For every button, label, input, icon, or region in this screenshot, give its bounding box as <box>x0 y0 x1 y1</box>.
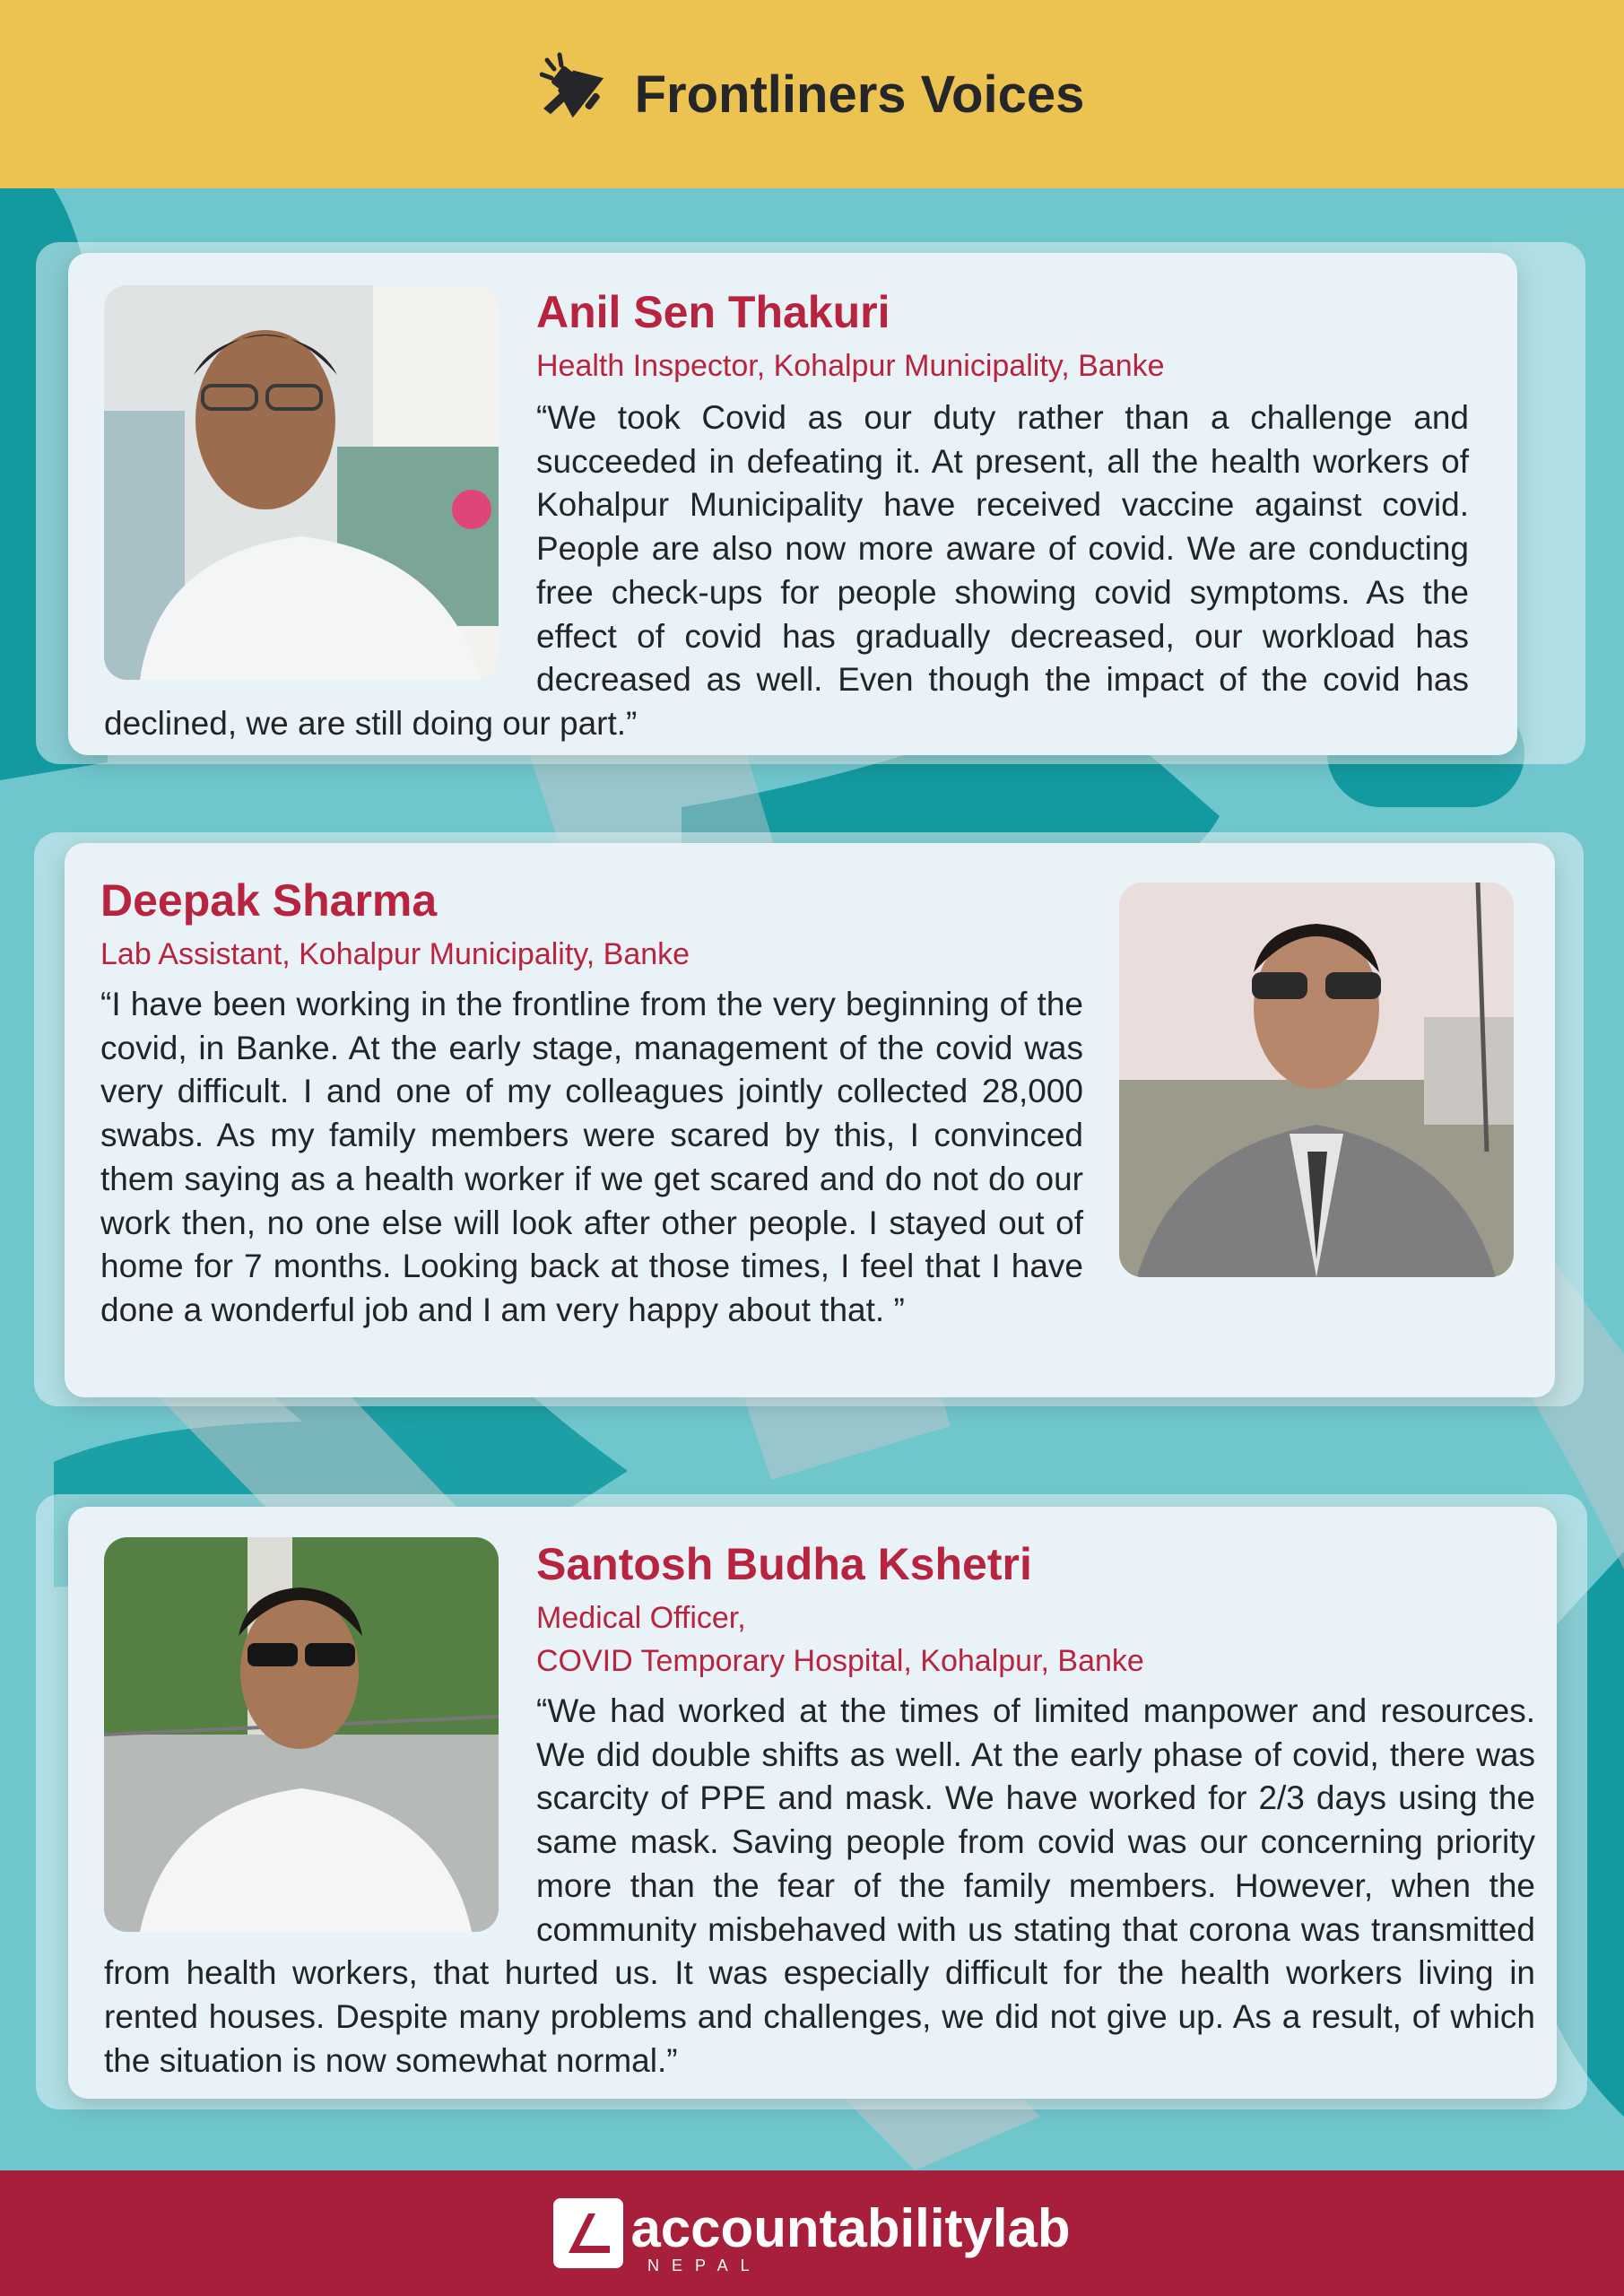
photo-santosh-budha-kshetri <box>104 1537 499 1932</box>
person-role: Health Inspector, Kohalpur Municipality, Banke <box>536 349 1165 383</box>
logo-mark-icon <box>553 2198 623 2268</box>
person-role-location: COVID Temporary Hospital, Kohalpur, Banke <box>536 1644 1144 1678</box>
photo-anil-sen-thakuri <box>104 285 499 680</box>
testimonial-quote: “We took Covid as our duty rather than a challenge and succeeded in defeating it. At present, all the health workers of Kohalpur Municipality have received vaccine against covid. People are also now more aware of covid. We are conducting free check-ups for people showing covid symptoms. As the effect of covid has gradually decreased, our workload has decreased as well. Even though the impact of the covid has declined, we are still doing our part.” <box>104 399 1469 742</box>
header-title-group <box>0 0 1624 188</box>
person-name: Anil Sen Thakuri <box>536 287 890 337</box>
card-body <box>68 1507 1557 2083</box>
person-role: Medical Officer, <box>536 1601 746 1635</box>
testimonial-quote: “I have been working in the frontline from the very beginning of the covid, in Banke. At the early stage, management of the covid was very difficult. I and one of my colleagues jointly collected 28,000 swabs. As my family members were scared by this, I convinced them saying as a health worker if we get scared and do not do our work then, no one else will look after other people. I stayed out of home for 7 months. Looking back at those times, I feel that I have done a wonderful job and I am very happy about that. ” <box>100 986 1083 1328</box>
testimonial-card-1 <box>68 253 1517 755</box>
card-body <box>68 253 1517 746</box>
logo-text: accountabilitylab <box>630 2197 1071 2258</box>
page-title: Frontliners Voices <box>634 65 1085 124</box>
logo-subtext: NEPAL <box>647 2257 762 2274</box>
person-role: Lab Assistant, Kohalpur Municipality, Banke <box>100 937 690 971</box>
megaphone-icon <box>540 51 615 137</box>
card-body <box>65 843 1555 1333</box>
page-footer <box>0 2170 1624 2296</box>
person-name: Deepak Sharma <box>100 875 438 926</box>
testimonial-card-3 <box>68 1507 1557 2099</box>
accountability-lab-logo <box>0 2170 1624 2296</box>
page-header <box>0 0 1624 188</box>
photo-deepak-sharma <box>1119 883 1514 1277</box>
testimonial-card-2 <box>65 843 1555 1397</box>
testimonial-quote: “We had worked at the times of limited manpower and resources. We did double shifts as well. At the early phase of covid, there was scarcity of PPE and mask. We have worked for 2/3 days using the same mask. Saving people from covid was our concerning priority more than the fear of the family members. However, when the community misbehaved with us stating that corona was transmitted from health workers, that hurted us. It was especially difficult for the health workers living in rented houses. Despite many problems and challenges, we did not give up. As a result, of which the situation is now somewhat normal.” <box>104 1692 1535 2079</box>
person-name: Santosh Budha Kshetri <box>536 1539 1032 1589</box>
